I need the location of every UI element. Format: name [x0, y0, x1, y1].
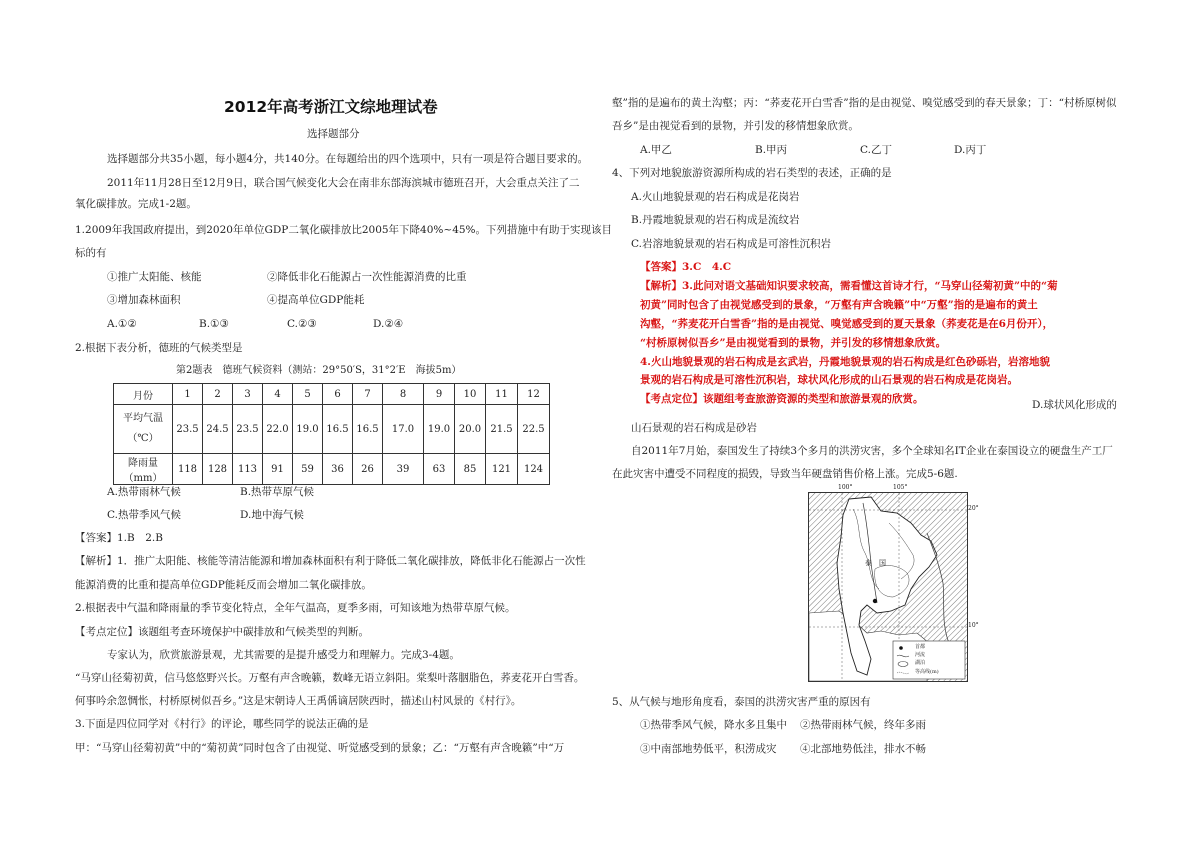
- explanation-1-2-line-1: 【解析】1．推广太阳能、核能等清洁能源和增加森林面积有利于降低二氧化碳排放，降低非化石能源占一次性: [75, 555, 586, 567]
- q3-option-a: A.甲乙: [640, 144, 672, 156]
- question-3-line-2: 甲：“马穿山径菊初黄”中的“菊初黄”同时包含了由视觉、听觉感受到的景象；乙：“万壑有声含晚籁”中“万: [75, 742, 565, 754]
- question-3: 3.下面是四位同学对《村行》的评论，哪些同学的说法正确的是: [75, 718, 369, 730]
- temp-label-line-1: 平均气温: [123, 413, 163, 424]
- explanation-3-4-line-2: 初黄”同时包含了由视觉感受到的景象，“万壑有声含晚籁”中“万壑”指的是遍布的黄土: [640, 299, 1038, 311]
- question-4: 4、下列对地貌旅游资源所构成的岩石类型的表述，正确的是: [612, 167, 892, 179]
- table-cell: 5: [293, 384, 323, 405]
- q1-option-d: D.②④: [373, 318, 404, 330]
- explanation-3-4-line-1: 【解析】3.此问对语文基础知识要求较高，需看懂这首诗才行，“马穿山径菊初黄”中的“菊: [640, 280, 1058, 292]
- table-cell: 59: [293, 454, 323, 485]
- q5-item-2: ②热带雨林气候，终年多雨: [800, 719, 926, 731]
- table-cell: 10: [455, 384, 486, 405]
- question-1-line-1: 1.2009年我国政府提出，到2020年单位GDP二氧化碳排放比2005年下降40%~45%。下列措施中有助于实现该目: [75, 224, 613, 236]
- q2-option-c: C.热带季风气候: [107, 509, 181, 521]
- passage-5-6-line-1: 自2011年7月始，泰国发生了持续3个多月的洪涝灾害，多个全球知名IT企业在泰国设立的硬盘生产工厂: [631, 445, 1113, 457]
- explanation-1-2-line-2: 能源消费的比重和提高单位GDP能耗反而会增加二氧化碳排放。: [75, 579, 372, 591]
- q1-option-b: B.①③: [199, 318, 229, 330]
- temp-label-line-2: （℃）: [127, 433, 159, 444]
- table-cell: 23.5: [173, 405, 203, 454]
- passage-1-line-1: 2011年11月28日至12月9日，联合国气候变化大会在南非东部海滨城市德班召开，大会重点关注了二: [107, 177, 580, 189]
- q3-option-c: C.乙丁: [860, 144, 892, 156]
- table-cell: 6: [323, 384, 353, 405]
- q1-item-2: ②降低非化石能源占一次性能源消费的比重: [267, 271, 467, 283]
- q2-option-a: A.热带雨林气候: [107, 486, 181, 498]
- map-lat-label-2: 10°: [968, 622, 979, 629]
- section-subtitle: 选择题部分: [307, 128, 360, 140]
- table-row: [114, 384, 550, 405]
- table-cell: 1: [173, 384, 203, 405]
- table-cell: 124: [518, 454, 550, 485]
- legend-label-capital: 首都: [915, 644, 926, 650]
- table-cell: 12: [518, 384, 550, 405]
- passage-5-6-line-2: 在此灾害中遭受不同程度的损毁，导致当年硬盘销售价格上涨。完成5-6题.: [612, 468, 958, 480]
- table-cell: 19.0: [424, 405, 455, 454]
- table-cell: 9: [424, 384, 455, 405]
- legend-label-lake: 湖泊: [915, 660, 926, 666]
- q1-option-c: C.②③: [287, 318, 317, 330]
- answer-1-2: 【答案】1.B 2.B: [75, 532, 163, 544]
- question-5: 5、从气候与地形角度看，泰国的洪涝灾害严重的原因有: [612, 696, 871, 708]
- table-cell: 2: [203, 384, 233, 405]
- keypoint-1-2: 【考点定位】该题组考查环境保护中碳排放和气候类型的判断。: [75, 626, 369, 638]
- q2-option-d: D.地中海气候: [240, 509, 304, 521]
- passage-1-line-2: 氧化碳排放。完成1-2题。: [75, 198, 197, 210]
- page-title: 2012年高考浙江文综地理试卷: [224, 98, 438, 116]
- q4-option-c: C.岩溶地貌景观的岩石构成是可溶性沉积岩: [631, 238, 831, 250]
- table-cell: 36: [323, 454, 353, 485]
- table-cell: 3: [233, 384, 263, 405]
- q2-option-b: B.热带草原气候: [240, 486, 315, 498]
- table-caption: 第2题表 德班气候资料（测站：29°50′S，31°2′E 海拔5m）: [176, 365, 462, 376]
- legend-capital-symbol: [899, 646, 903, 650]
- table-header: [114, 405, 173, 454]
- q3-statement-line-2: 吾乡”是由视觉看到的景物，并引发的移情想象欣赏。: [612, 120, 859, 132]
- explanation-3-4-line-4: “村桥原树似吾乡”是由视觉看到的景物，并引发的移情想象欣赏。: [640, 337, 947, 349]
- table-cell: 20.0: [455, 405, 486, 454]
- table-cell: 39: [383, 454, 424, 485]
- q5-item-1: ①热带季风气候，降水多且集中: [640, 719, 787, 731]
- q1-item-4: ④提高单位GDP能耗: [267, 294, 365, 306]
- question-2: 2.根据下表分析，德班的气候类型是: [75, 342, 243, 354]
- poem-line-1: “马穿山径菊初黄，信马悠悠野兴长。万壑有声含晚籁，数峰无语立斜阳。棠梨叶落胭脂色，荞麦花开白雪香。: [75, 672, 585, 684]
- table-cell: 4: [263, 384, 293, 405]
- table-cell: 11: [486, 384, 518, 405]
- table-row: [114, 405, 550, 454]
- table-cell: 19.0: [293, 405, 323, 454]
- q5-item-3: ③中南部地势低平，积涝成灾: [640, 743, 777, 755]
- table-cell: 22.0: [263, 405, 293, 454]
- q4-option-d-line-2: 山石景观的岩石构成是砂岩: [631, 422, 757, 434]
- map-lon-label-1: 100°: [838, 484, 853, 491]
- table-header: 月份: [114, 384, 173, 405]
- q1-item-1: ①推广太阳能、核能: [107, 271, 202, 283]
- table-cell: 23.5: [233, 405, 263, 454]
- table-header: 降雨量（mm）: [114, 454, 173, 485]
- explanation-3-4-line-5: 4.火山地貌景观的岩石构成是玄武岩，丹霞地貌景观的岩石构成是红色砂砾岩，岩溶地貌: [640, 356, 1050, 368]
- question-1-line-2: 标的有: [75, 247, 107, 259]
- table-cell: 21.5: [486, 405, 518, 454]
- table-cell: 26: [353, 454, 383, 485]
- table-cell: 8: [383, 384, 424, 405]
- q3-statement-line-1: 壑”指的是遍布的黄土沟壑；丙：“荞麦花开白雪香”指的是由视觉、嗅觉感受到的春天景象；丁：“村桥原树似: [612, 97, 1117, 109]
- capital-marker: [873, 599, 877, 603]
- map-lat-label-1: 20°: [968, 505, 979, 512]
- table-cell: 85: [455, 454, 486, 485]
- q4-option-d-line-1: D.球状风化形成的: [1032, 399, 1117, 411]
- q1-item-3: ③增加森林面积: [107, 294, 181, 306]
- thailand-map: [808, 492, 968, 682]
- table-cell: 17.0: [383, 405, 424, 454]
- q1-option-a: A.①②: [107, 318, 137, 330]
- table-cell: 118: [173, 454, 203, 485]
- table-cell: 16.5: [323, 405, 353, 454]
- table-cell: 16.5: [353, 405, 383, 454]
- legend-label-river: 河流: [915, 652, 926, 658]
- table-row: [114, 454, 550, 485]
- table-cell: 7: [353, 384, 383, 405]
- poem-line-2: 何事吟余忽惆怅，村桥原树似吾乡。”这是宋朝诗人王禹偁谪居陕西时，描述山村风景的《村行》。: [75, 695, 522, 707]
- intro-text: 选择题部分共35小题，每小题4分，共140分。在每题给出的四个选项中，只有一项是符合题目要求的。: [107, 153, 589, 165]
- q4-option-a: A.火山地貌景观的岩石构成是花岗岩: [631, 191, 800, 203]
- explanation-3-4-line-3: 沟壑，“荞麦花开白雪香”指的是由视觉、嗅觉感受到的夏天景象（荞麦花是在6月份开），: [640, 318, 1054, 330]
- explanation-3-4-line-6: 景观的岩石构成是可溶性沉积岩，球状风化形成的山石景观的岩石构成是花岗岩。: [640, 374, 1018, 386]
- map-country-label: 泰 国: [865, 559, 886, 567]
- table-cell: 121: [486, 454, 518, 485]
- table-cell: 113: [233, 454, 263, 485]
- q3-option-b: B.甲丙: [755, 144, 788, 156]
- q5-item-4: ④北部地势低洼，排水不畅: [800, 743, 926, 755]
- passage-3-4: 专家认为，欣赏旅游景观，尤其需要的是提升感受力和理解力。完成3-4题。: [107, 649, 460, 661]
- q3-option-d: D.丙丁: [954, 144, 987, 156]
- table-cell: 24.5: [203, 405, 233, 454]
- answer-3-4: 【答案】3.C 4.C: [640, 261, 732, 273]
- climate-table: [113, 383, 550, 485]
- table-cell: 22.5: [518, 405, 550, 454]
- table-cell: 63: [424, 454, 455, 485]
- legend-label-contour: 等高线(m): [915, 669, 939, 675]
- map-figure: [809, 493, 967, 681]
- table-cell: 128: [203, 454, 233, 485]
- table-cell: 91: [263, 454, 293, 485]
- explanation-1-2-line-3: 2.根据表中气温和降雨量的季节变化特点，全年气温高，夏季多雨，可知该地为热带草原气候。: [75, 602, 516, 614]
- map-lon-label-2: 105°: [893, 484, 908, 491]
- keypoint-3-4: 【考点定位】该题组考查旅游资源的类型和旅游景观的欣赏。: [640, 393, 924, 405]
- q4-option-b: B.丹霞地貌景观的岩石构成是流纹岩: [631, 214, 800, 226]
